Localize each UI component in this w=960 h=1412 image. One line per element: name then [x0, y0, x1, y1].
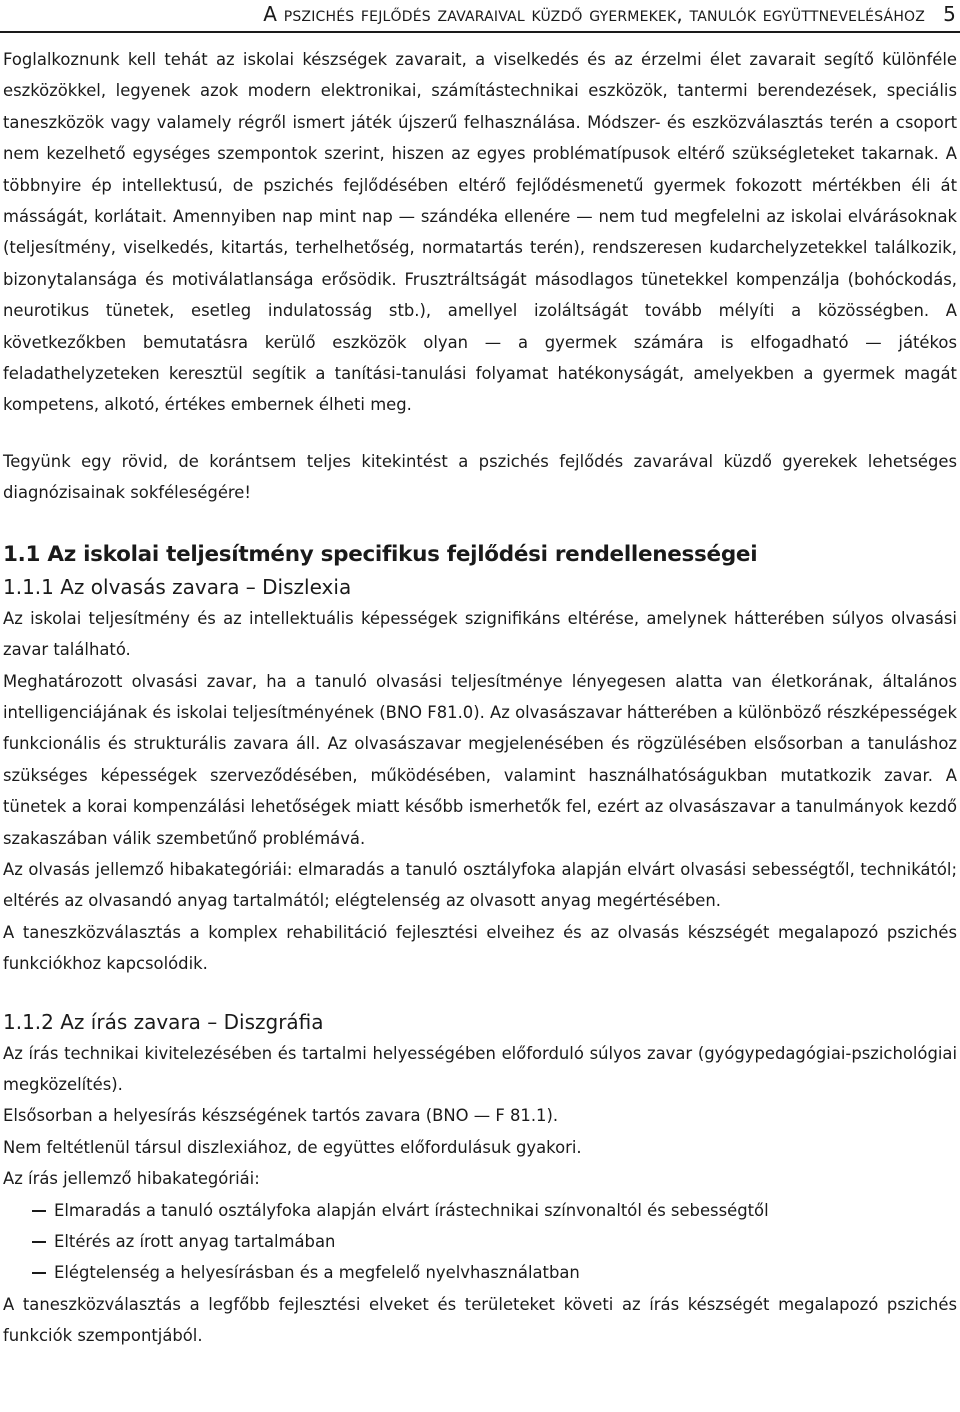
dash-bullet-icon	[32, 1241, 46, 1243]
error-category-list	[3, 1195, 957, 1289]
section-gap	[3, 509, 957, 539]
list-item	[3, 1226, 957, 1257]
dyslexia-paragraph-4: A taneszközválasztás a komplex rehabilitáció fejlesztési elveihez és az olvasás készségét megalapozó pszichés funkciókhoz kapcsolódik.	[3, 922, 957, 974]
paragraph-gap	[3, 421, 957, 446]
dysgraphia-paragraph-1: Az írás technikai kivitelezésében és tartalmi helyességében előforduló súlyos zavar (gyógypedagógiai-pszichológiai megközelítés).	[3, 1043, 957, 1094]
subsection-heading-1-1-2: 1.1.2 Az írás zavara – Diszgráfia	[3, 1009, 324, 1034]
dash-bullet-icon	[32, 1272, 46, 1274]
dyslexia-paragraph-1: Az iskolai teljesítmény és az intellektuális képességek szignifikáns eltérése, amelynek hátterében súlyos olvasási zavar található.	[3, 608, 957, 660]
dysgraphia-paragraph-2: Elsősorban a helyesírás készségének tartós zavara (BNO — F 81.1).	[3, 1106, 559, 1126]
page-body	[3, 44, 957, 1352]
section-heading-1-1: 1.1 Az iskolai teljesítmény specifikus fejlődési rendellenességei	[3, 541, 758, 567]
list-item	[3, 1257, 957, 1288]
running-header	[0, 2, 956, 28]
list-item	[3, 1195, 957, 1226]
intro-paragraph-1: Foglalkoznunk kell tehát az iskolai készségek zavarait, a viselkedés és az érzelmi élet zavarait segítő különféle eszközökkel, legyenek azok modern elektronikai, számítástechnikai eszközök, tantermi berendezések, speciális taneszközök vagy valamely régről ismert játék újszerű felhasználása. Módszer- és eszközválasztás terén a csoport nem kezelhető egységes szempontok szerint, hiszen az egyes problématípusok eltérő szükségleteket takarnak. A többnyire ép intellektusú, de pszichés fejlődésében eltérő fejlődésmenetű gyermek fokozott mértékben éli át másságát, korlátait. Amennyiben nap mint nap — szándéka ellenére — nem tud megfelelni az iskolai elvárásoknak (teljesítmény, viselkedés, kitartás, terhelhetőség, normatartás terén), rendszeresen kudarchelyzetekkel találkozik, bizonytalansága és motiválatlansága erősödik. Frusztráltságát másodlagos tünetekkel kompenzálja (bohóckodás, neurotikus tünetek, esetleg indulatosság stb.), amellyel izoláltságát tovább mélyíti a közösségben. A következőkben bemutatásra kerülő eszközök olyan — a gyermek számára is elfogadható — játékos feladathelyzeteken keresztül segítik a tanítási-tanulási folyamat hatékonyságát, amelyekben a gyermek magát kompetens, alkotó, értékes embernek élheti meg.	[3, 50, 957, 415]
dyslexia-paragraph-3: Az olvasás jellemző hibakategóriái: elmaradás a tanuló osztályfoka alapján elvárt olvasási sebességtől, technikától; eltérés az olvasandó anyag tartalmától; elégtelenség az olvasott anyag megértésében.	[3, 859, 957, 911]
list-item-text: Elégtelenség a helyesírásban és a megfelelő nyelvhasználatban	[54, 1263, 580, 1283]
subsection-heading-1-1-1: 1.1.1 Az olvasás zavara – Diszlexia	[3, 574, 352, 599]
header-rule	[0, 31, 960, 33]
running-title: A pszichés fejlődés zavaraival küzdő gyermekek, tanulók együttnevelésához	[263, 2, 926, 26]
list-item-text: Elmaradás a tanuló osztályfoka alapján elvárt írástechnikai színvonaltól és sebességtől	[54, 1200, 769, 1220]
dysgraphia-paragraph-4: Az írás jellemző hibakategóriái:	[3, 1169, 260, 1189]
dysgraphia-paragraph-3: Nem feltétlenül társul diszlexiához, de együttes előfordulásuk gyakori.	[3, 1137, 582, 1157]
dyslexia-paragraph-2: Meghatározott olvasási zavar, ha a tanuló olvasási teljesítménye lényegesen alatta van életkorának, általános intelligenciájának és iskolai teljesítményének (BNO F81.0). Az olvasászavar hátterében a különböző részképességek funkcionális és strukturális zavara áll. Az olvasászavar megjelenésében és rögzülésében elsősorban a tanuláshoz szükséges képességek szerveződésében, működésében, valamint használhatóságukban mutatkozik zavar. A tünetek a korai kompenzálási lehetőségek miatt később ismerhetők fel, ezért az olvasászavar a tanulmányok kezdő szakaszában válik szembetűnő problémává.	[3, 671, 957, 848]
dash-bullet-icon	[32, 1210, 46, 1212]
intro-paragraph-2: Tegyünk egy rövid, de korántsem teljes kitekintést a pszichés fejlődés zavarával küzdő gyerekek lehetséges diagnózisainak sokféleségére!	[3, 451, 957, 503]
list-item-text: Eltérés az írott anyag tartalmában	[54, 1232, 336, 1251]
section-gap	[3, 980, 957, 1006]
dysgraphia-paragraph-5: A taneszközválasztás a legfőbb fejlesztési elveket és területeket követi az írás készségét megalapozó pszichés funkciók szempontjából.	[3, 1294, 957, 1346]
page-number: 5	[943, 2, 956, 26]
